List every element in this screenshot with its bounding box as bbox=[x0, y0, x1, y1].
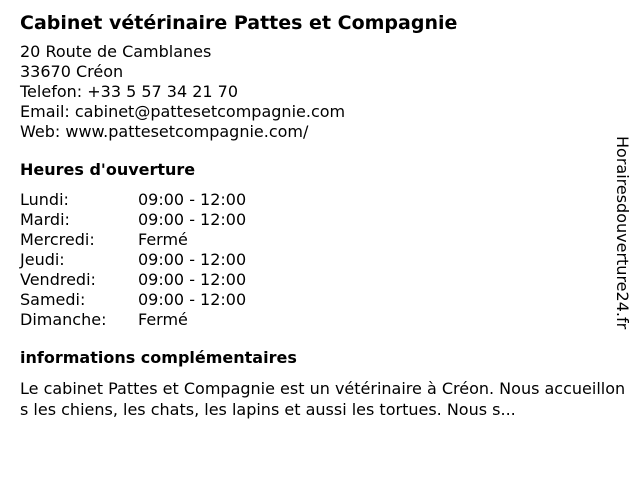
info-description: Le cabinet Pattes et Compagnie est un vétérinaire à Créon. Nous accueillons les chiens, les chats, les lapins et aussi les tortues. Nous s... bbox=[20, 379, 626, 419]
day-label: Vendredi: bbox=[20, 270, 96, 289]
day-label: Jeudi: bbox=[20, 250, 65, 269]
day-label: Lundi: bbox=[20, 190, 69, 209]
address-city: 33670 Créon bbox=[20, 62, 124, 81]
hours-row-tuesday bbox=[20, 210, 610, 230]
hours-row-sunday bbox=[20, 310, 610, 330]
hours-row-friday bbox=[20, 270, 610, 290]
web-text: Web: www.pattesetcompagnie.com/ bbox=[20, 122, 309, 141]
day-hours: 09:00 - 12:00 bbox=[138, 270, 247, 289]
day-hours: 09:00 - 12:00 bbox=[138, 190, 247, 209]
day-hours: 09:00 - 12:00 bbox=[138, 250, 247, 269]
contact-block bbox=[20, 42, 610, 142]
hours-row-thursday bbox=[20, 250, 610, 270]
hours-row-saturday bbox=[20, 290, 610, 310]
site-watermark: Horairesdouverture24.fr bbox=[613, 136, 632, 330]
day-label: Mercredi: bbox=[20, 230, 95, 249]
hours-row-monday bbox=[20, 190, 610, 210]
address-street: 20 Route de Camblanes bbox=[20, 42, 212, 61]
day-hours: 09:00 - 12:00 bbox=[138, 290, 247, 309]
day-label: Mardi: bbox=[20, 210, 70, 229]
day-label: Dimanche: bbox=[20, 310, 107, 329]
hours-row-wednesday bbox=[20, 230, 610, 250]
info-heading: informations complémentaires bbox=[20, 348, 297, 367]
hours-heading: Heures d'ouverture bbox=[20, 160, 196, 179]
day-hours: 09:00 - 12:00 bbox=[138, 210, 247, 229]
business-name: Cabinet vétérinaire Pattes et Compagnie bbox=[20, 12, 458, 34]
day-hours: Fermé bbox=[138, 230, 188, 249]
hours-table bbox=[20, 190, 610, 330]
email-text: Email: cabinet@pattesetcompagnie.com bbox=[20, 102, 346, 121]
day-hours: Fermé bbox=[138, 310, 188, 329]
day-label: Samedi: bbox=[20, 290, 86, 309]
phone-text: Telefon: +33 5 57 34 21 70 bbox=[20, 82, 239, 101]
